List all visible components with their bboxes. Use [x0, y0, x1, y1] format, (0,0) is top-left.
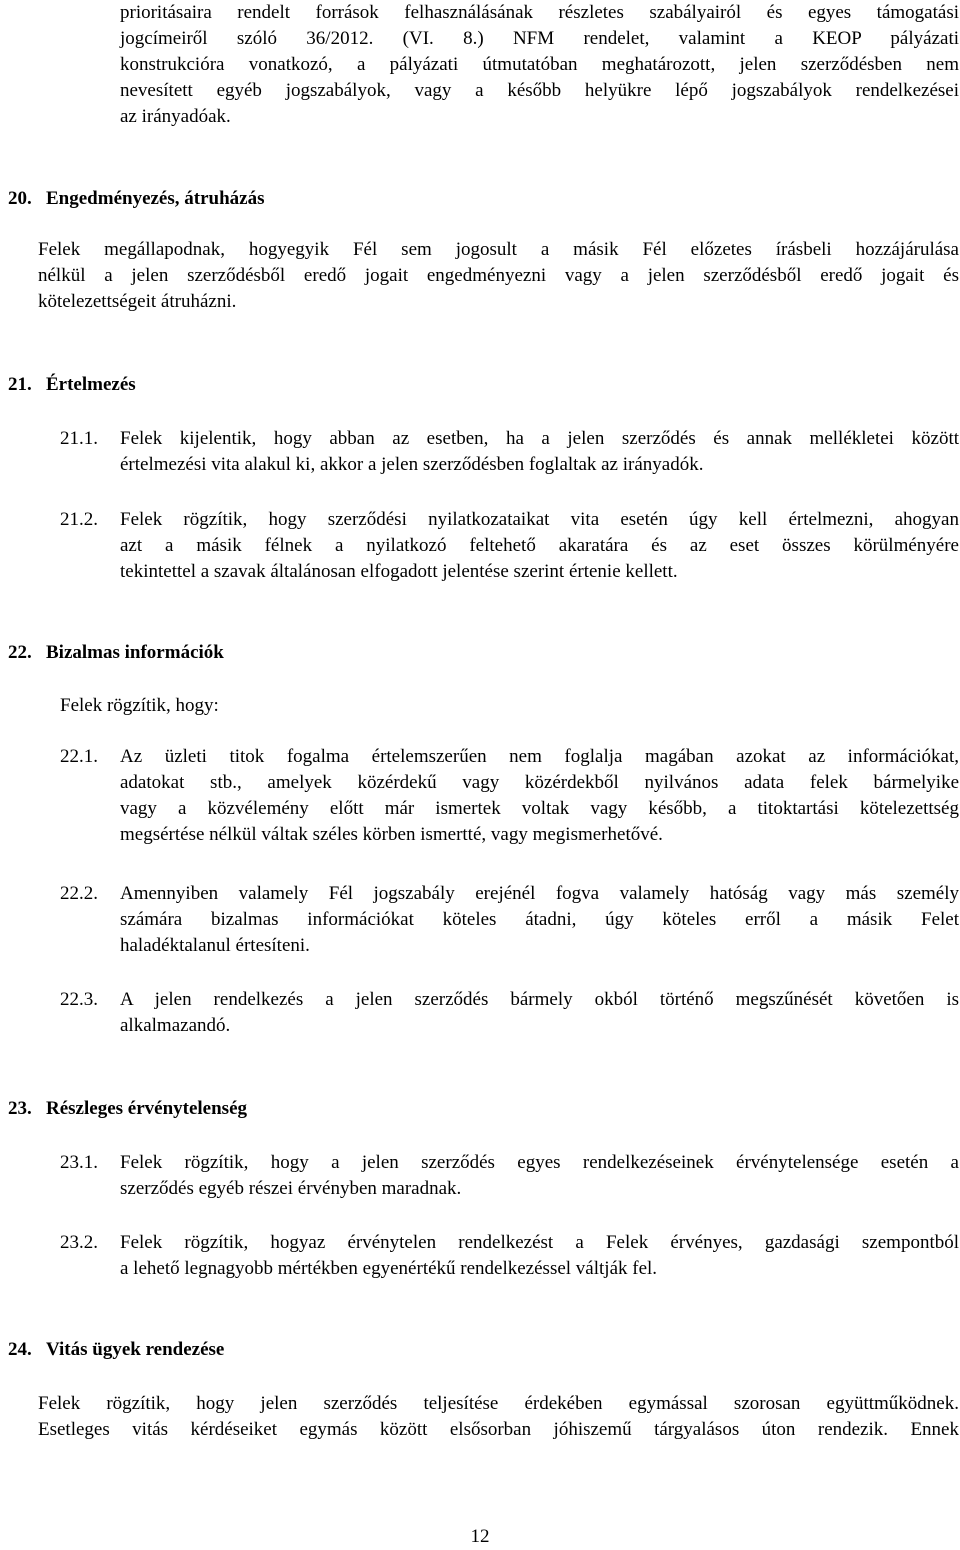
text-line: alkalmazandó. [120, 1015, 231, 1036]
section-22-lead: Felek rögzítik, hogy: [60, 695, 219, 716]
section-title: Részleges érvénytelenség [46, 1098, 248, 1119]
section-heading-23 [8, 1096, 247, 1122]
clause-number: 23.2. [60, 1232, 98, 1253]
text-line: Felek rögzítik, hogy a jelen szerződés egyes rendelkezéseinek érvénytelensége esetén a [120, 1152, 959, 1173]
text-line: konstrukcióra vonatkozó, a pályázati útmutatóban meghatározott, jelen szerződésben nem [120, 54, 959, 75]
clause-number: 22.3. [60, 989, 98, 1010]
section-number: 21. [8, 374, 32, 395]
text-line: számára bizalmas információkat köteles átadni, úgy köteles erről a másik Felet [120, 909, 959, 930]
section-number: 24. [8, 1339, 32, 1360]
text-line: Amennyiben valamely Fél jogszabály erejénél fogva valamely hatóság vagy más személy [120, 883, 959, 904]
text-line: nevesített egyéb jogszabályok, vagy a később helyükre lépő jogszabályok rendelkezései [120, 80, 959, 101]
text-line: A jelen rendelkezés a jelen szerződés bármely okból történő megszűnését követően is [120, 989, 959, 1010]
text-line: Felek megállapodnak, hogyegyik Fél sem jogosult a másik Fél előzetes írásbeli hozzájárulása [38, 239, 959, 260]
text-line: az irányadóak. [120, 106, 231, 127]
clause-number: 21.2. [60, 509, 98, 530]
text-line: szerződés egyéb részei érvényben maradnak. [120, 1178, 462, 1199]
clause-number: 23.1. [60, 1152, 98, 1173]
text-line: nélkül a jelen szerződésből eredő jogait engedményezni vagy a jelen szerződésből eredő jogait és [38, 265, 959, 286]
section-title: Vitás ügyek rendezése [46, 1339, 225, 1360]
text-line: adatokat stb., amelyek közérdekű vagy közérdekből nyilvános adata felek bármelyike [120, 772, 959, 793]
text-line: kötelezettségeit átruházni. [38, 291, 237, 312]
text-line: Az üzleti titok fogalma értelemszerűen nem foglalja magában azokat az információkat, [120, 746, 959, 767]
section-heading-21 [8, 372, 136, 398]
clause-number: 22.2. [60, 883, 98, 904]
text-line: azt a másik félnek a nyilatkozó feltehető akaratára és az eset összes körülményére [120, 535, 959, 556]
section-heading-20 [8, 186, 264, 212]
text-line: Esetleges vitás kérdéseiket egymás között elsősorban jóhiszemű tárgyalásos úton rendezik. Ennek [38, 1419, 959, 1440]
text-line: tekintettel a szavak általánosan elfogadott jelentése szerint értenie kellett. [120, 561, 678, 582]
section-number: 22. [8, 642, 32, 663]
text-line: a lehető legnagyobb mértékben egyenértékű rendelkezéssel váltják fel. [120, 1258, 658, 1279]
text-line: jogcímeiről szóló 36/2012. (VI. 8.) NFM rendelet, valamint a KEOP pályázati [120, 28, 959, 49]
text-line: prioritásaira rendelt források felhasználásának részletes szabályairól és egyes támogatási [120, 2, 959, 23]
text-line: értelmezési vita alakul ki, akkor a jelen szerződésben foglaltak az irányadók. [120, 454, 704, 475]
page-number: 12 [470, 1526, 490, 1547]
text-line: megsértése nélkül váltak széles körben ismertté, vagy megismerhetővé. [120, 824, 663, 845]
clause-number: 21.1. [60, 428, 98, 449]
section-heading-22 [8, 640, 224, 666]
text-line: Felek rögzítik, hogy jelen szerződés teljesítése érdekében egymással szorosan együttműködnek. [38, 1393, 959, 1414]
text-line: haladéktalanul értesíteni. [120, 935, 310, 956]
section-number: 20. [8, 188, 32, 209]
clause-number: 22.1. [60, 746, 98, 767]
section-title: Értelmezés [46, 374, 136, 395]
section-title: Engedményezés, átruházás [46, 188, 265, 209]
text-line: Felek rögzítik, hogy szerződési nyilatkozataikat vita esetén úgy kell értelmezni, ahogyan [120, 509, 959, 530]
text-line: Felek kijelentik, hogy abban az esetben, ha a jelen szerződés és annak mellékletei között [120, 428, 959, 449]
text-line: vagy a közvélemény előtt már ismertek voltak vagy később, a titoktartási kötelezettség [120, 798, 959, 819]
text-line: Felek rögzítik, hogyaz érvénytelen rendelkezést a Felek érvényes, gazdasági szempontból [120, 1232, 959, 1253]
section-heading-24 [8, 1337, 224, 1363]
section-number: 23. [8, 1098, 32, 1119]
section-title: Bizalmas információk [46, 642, 224, 663]
